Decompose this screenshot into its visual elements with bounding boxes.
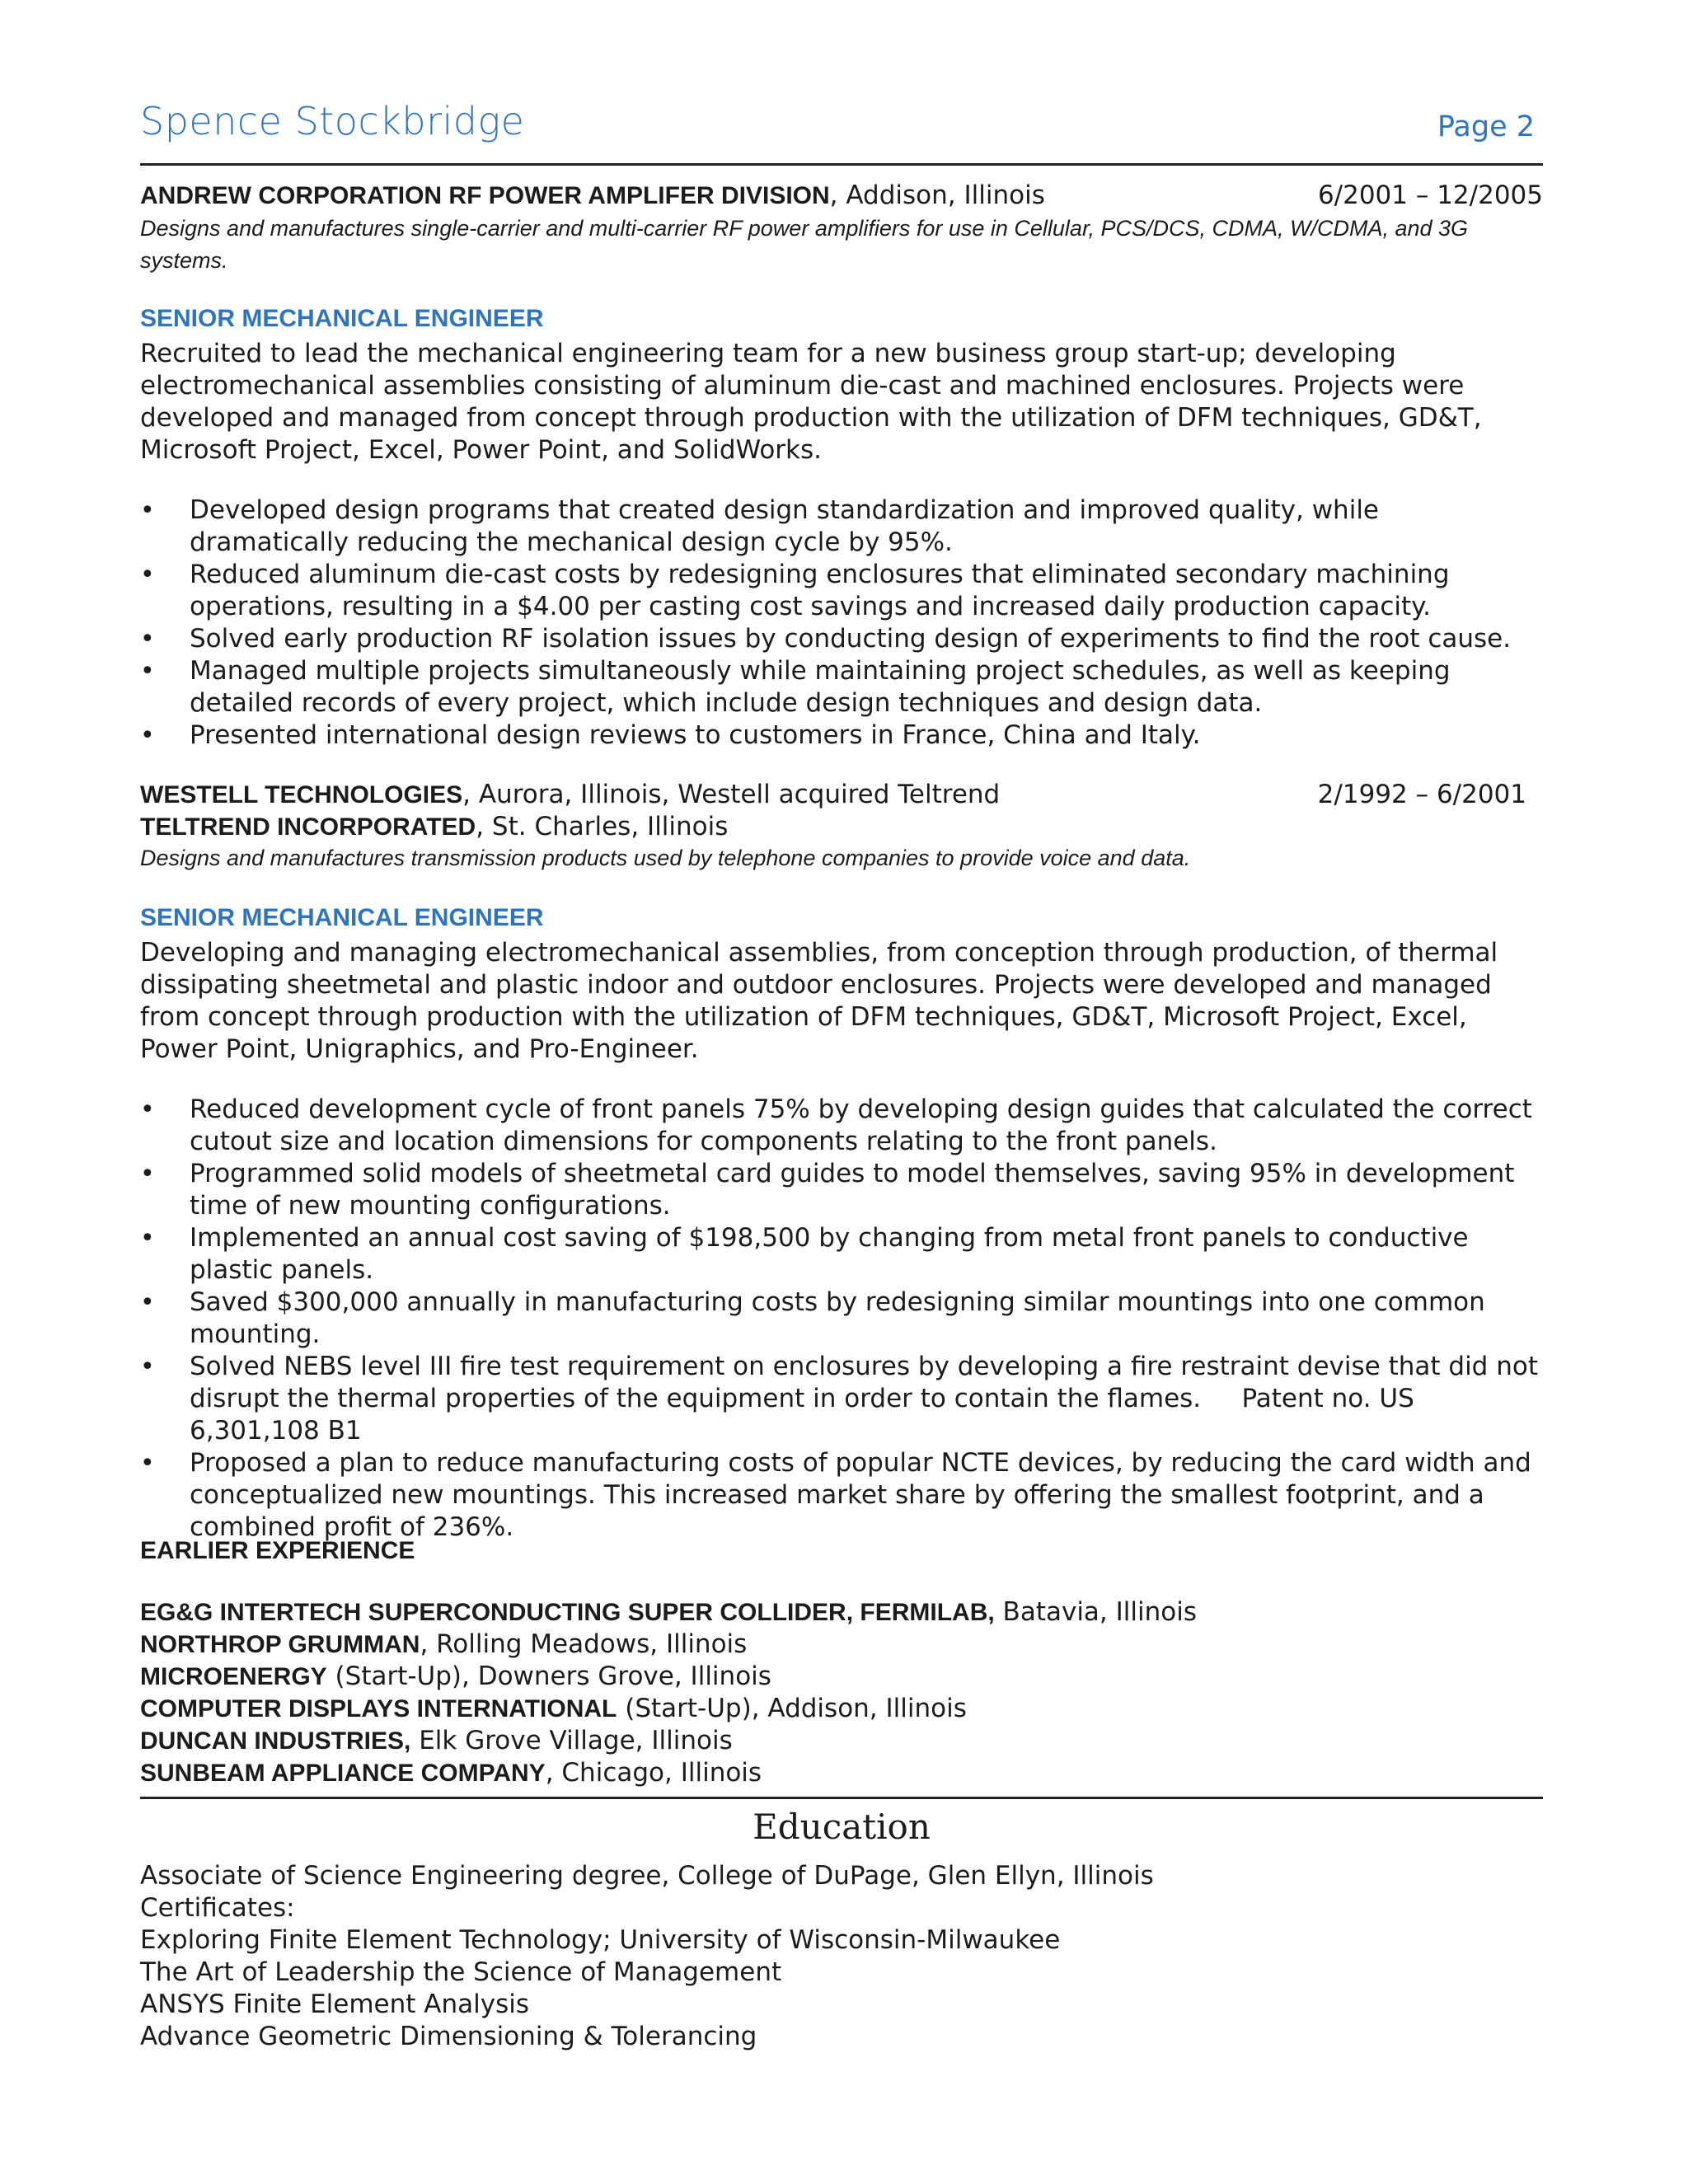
employer-name: EG&G INTERTECH SUPERCONDUCTING SUPER COLLIDER, FERMILAB,: [140, 1599, 995, 1626]
candidate-name: Spence Stockbridge: [140, 99, 525, 143]
bullet-text: Solved NEBS level III fire test requirement on enclosures by developing a fire restraint devise that did not disrupt the thermal properties of the equipment in order to contain the flames.: [190, 1352, 1538, 1413]
list-item: • Implemented an annual cost saving of $198,500 by changing from metal front panels to conductive plastic panels.: [140, 1222, 1543, 1286]
list-item: [140, 1629, 1543, 1661]
list-item: • Managed multiple projects simultaneously while maintaining project schedules, as well as keeping detailed records of every project, which include design techniques and design data.: [140, 655, 1543, 719]
employer-name: SUNBEAM APPLIANCE COMPANY: [140, 1760, 546, 1787]
employer-location: Elk Grove Village, Illinois: [410, 1726, 733, 1755]
list-item: The Art of Leadership the Science of Management: [140, 1957, 782, 1987]
job-summary: Developing and managing electromechanical assemblies, from conception through production, of thermal dissipating sheetmetal and plastic indoor and outdoor enclosures. Projects were developed and managed from concept through production with the utilization of DFM techniques, GD&T, Microsoft Project, Excel, Power Point, Unigraphics, and Pro-Engineer.: [140, 938, 1498, 1064]
job-title: SENIOR MECHANICAL ENGINEER: [140, 305, 544, 332]
company-description: Designs and manufactures single-carrier and multi-carrier RF power amplifiers for use in Cellular, PCS/DCS, CDMA, W/CDMA, and 3G systems.: [140, 216, 1469, 273]
education-heading: Education: [753, 1807, 931, 1847]
resume-page: [140, 0, 1543, 2184]
job-heading-secondary: [140, 811, 1543, 843]
achievement-list: [140, 494, 1543, 752]
list-item: Exploring Finite Element Technology; University of Wisconsin-Milwaukee: [140, 1925, 1061, 1955]
patent-number: Patent no. US 6,301,108 B1: [190, 1384, 1414, 1446]
employer-name: COMPUTER DISPLAYS INTERNATIONAL: [140, 1695, 617, 1722]
list-item: Advance Geometric Dimensioning & Tolerancing: [140, 2022, 757, 2051]
education-list: [140, 1860, 1543, 2053]
company-description: Designs and manufactures transmission products used by telephone companies to provide voice and data.: [140, 846, 1191, 870]
list-item: [140, 1351, 1543, 1447]
page-number: Page 2: [1437, 110, 1535, 143]
employer-name: MICROENERGY: [140, 1663, 327, 1690]
list-item: Associate of Science Engineering degree, College of DuPage, Glen Ellyn, Illinois: [140, 1861, 1154, 1891]
page-header: [140, 97, 1543, 166]
list-item: • Reduced development cycle of front panels 75% by developing design guides that calculated the correct cutout size and location dimensions for components relating to the front panels.: [140, 1094, 1543, 1158]
job-dates: 2/1992 – 6/2001: [1317, 780, 1526, 809]
job-heading: [140, 180, 1543, 212]
company-location: , Aurora, Illinois, Westell acquired Teltrend: [462, 780, 1001, 809]
list-item: • Developed design programs that created design standardization and improved quality, while dramatically reducing the mechanical design cycle by 95%.: [140, 494, 1543, 559]
company-name: ANDREW CORPORATION RF POWER AMPLIFER DIVISION: [140, 182, 830, 209]
list-item: [140, 1725, 1543, 1757]
list-item: • Proposed a plan to reduce manufacturing costs of popular NCTE devices, by reducing the card width and conceptualized new mountings. This increased market share by offering the smallest footprint, and a combined profit of 236%.: [140, 1447, 1543, 1544]
job-title: SENIOR MECHANICAL ENGINEER: [140, 904, 544, 931]
employer-location: Batavia, Illinois: [994, 1597, 1197, 1627]
achievement-list: [140, 1094, 1543, 1544]
list-item: [140, 1596, 1543, 1629]
employer-location: (Start-Up), Addison, Illinois: [617, 1694, 967, 1723]
list-item: [140, 1661, 1543, 1693]
list-item: [140, 1693, 1543, 1725]
list-item: Certificates:: [140, 1893, 295, 1923]
company-name: WESTELL TECHNOLOGIES: [140, 781, 463, 808]
employer-location: , Chicago, Illinois: [545, 1758, 762, 1788]
employer-location: , Rolling Meadows, Illinois: [420, 1629, 748, 1659]
list-item: [140, 1757, 1543, 1789]
company-location: , St. Charles, Illinois: [476, 812, 729, 841]
section-divider: [140, 1797, 1543, 1799]
job-dates: 6/2001 – 12/2005: [1317, 180, 1543, 210]
list-item: ANSYS Finite Element Analysis: [140, 1990, 529, 2019]
employer-name: DUNCAN INDUSTRIES,: [140, 1727, 411, 1755]
list-item: • Programmed solid models of sheetmetal card guides to model themselves, saving 95% in development time of new mounting configurations.: [140, 1158, 1543, 1222]
list-item: • Saved $300,000 annually in manufacturing costs by redesigning similar mountings into one common mounting.: [140, 1286, 1543, 1351]
job-summary: Recruited to lead the mechanical engineering team for a new business group start-up; developing electromechanical assemblies consisting of aluminum die-cast and machined enclosures. Projects were developed and managed from concept through production with the utilization of DFM techniques, GD&T, Microsoft Project, Excel, Power Point, and SolidWorks.: [140, 339, 1482, 465]
company-name: TELTREND INCORPORATED: [140, 813, 476, 841]
earlier-experience-list: [140, 1596, 1543, 1789]
list-item: • Solved early production RF isolation issues by conducting design of experiments to find the root cause.: [140, 623, 1543, 655]
job-heading: [140, 779, 1543, 811]
employer-location: (Start-Up), Downers Grove, Illinois: [326, 1661, 771, 1691]
company-location: , Addison, Illinois: [829, 180, 1045, 210]
list-item: • Reduced aluminum die-cast costs by redesigning enclosures that eliminated secondary machining operations, resulting in a $4.00 per casting cost savings and increased daily production capacity.: [140, 559, 1543, 623]
list-item: • Presented international design reviews to customers in France, China and Italy.: [140, 719, 1543, 752]
earlier-experience-heading: EARLIER EXPERIENCE: [140, 1537, 415, 1564]
employer-name: NORTHROP GRUMMAN: [140, 1631, 420, 1658]
